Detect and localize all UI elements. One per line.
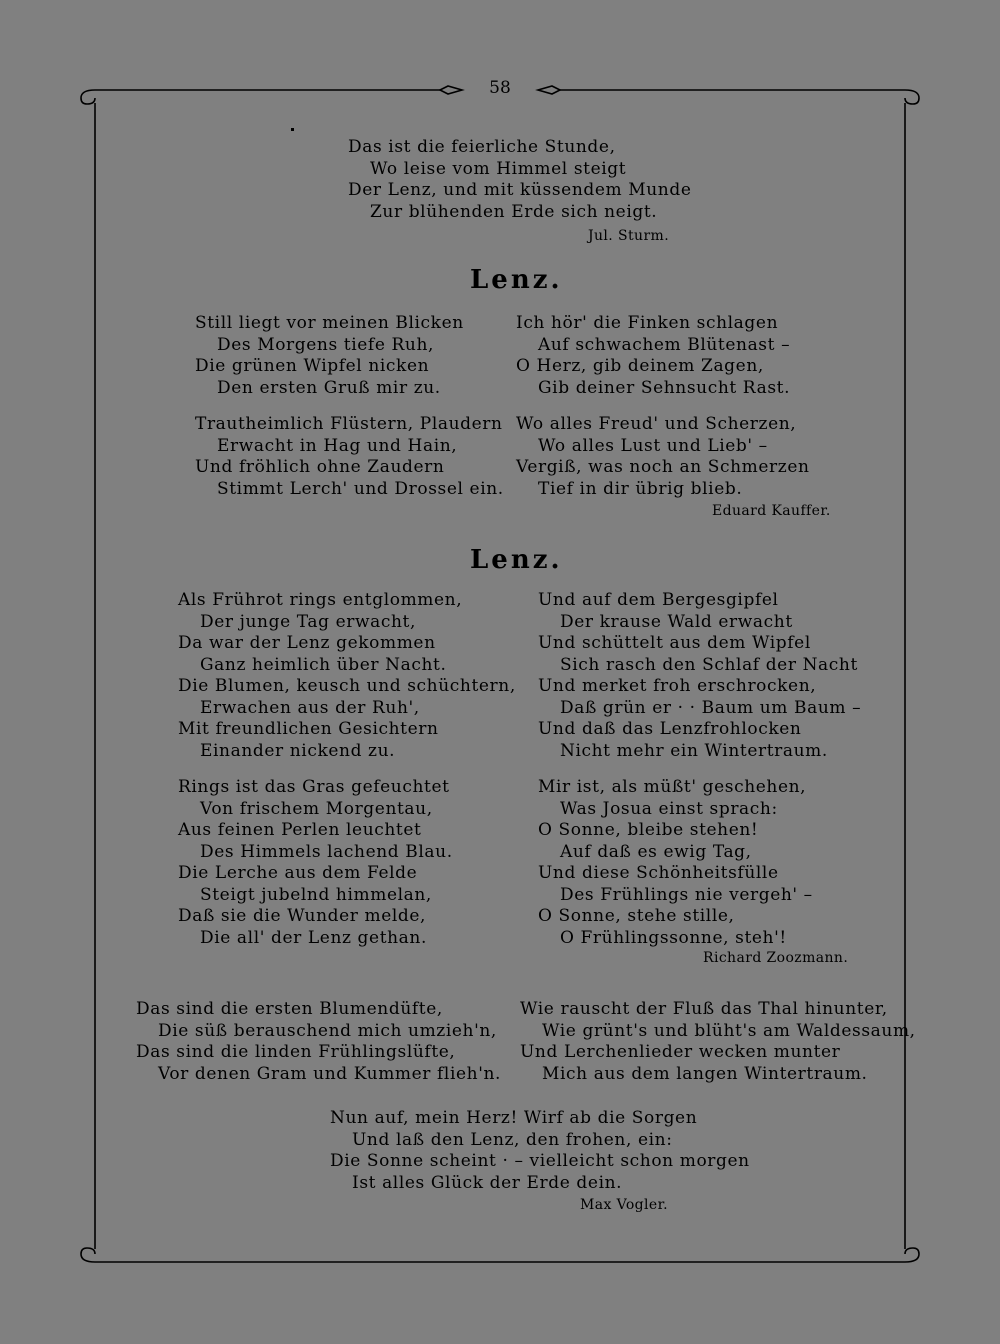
- poem-line: Die grünen Wipfel nicken: [195, 356, 430, 376]
- poem-line: Des Morgens tiefe Ruh,: [217, 334, 434, 355]
- poem-line: Und diese Schönheitsfülle: [538, 863, 779, 883]
- stanza: [195, 313, 464, 399]
- poem-line: Steigt jubelnd himmelan,: [200, 884, 432, 905]
- poem-line: Und fröhlich ohne Zaudern: [195, 457, 445, 477]
- stanza: [330, 1108, 750, 1194]
- poem-line: Als Frührot rings entglommen,: [178, 590, 463, 610]
- poem-line: Ich hör' die Finken schlagen: [516, 313, 779, 333]
- poem-line: Wie rauscht der Fluß das Thal hinunter,: [520, 999, 888, 1019]
- author-signature: Max Vogler.: [580, 1197, 669, 1213]
- poem-line: Des Himmels lachend Blau.: [200, 841, 453, 862]
- ink-dot: [291, 128, 294, 131]
- poem-line: Das sind die linden Frühlingslüfte,: [136, 1042, 456, 1062]
- poem-line: Rings ist das Gras gefeuchtet: [178, 777, 450, 797]
- poem-line: Vor denen Gram und Kummer flieh'n.: [158, 1063, 502, 1084]
- poem-line: Mir ist, als müßt' geschehen,: [538, 777, 807, 797]
- intro-stanza: [348, 137, 691, 223]
- poem-line: Und merket froh erschrocken,: [538, 676, 817, 696]
- poem-line: Und laß den Lenz, den frohen, ein:: [352, 1129, 673, 1150]
- poem-line: O Sonne, stehe stille,: [538, 906, 735, 926]
- poem-line: Die Lerche aus dem Felde: [178, 863, 418, 883]
- poem-line: Daß sie die Wunder melde,: [178, 906, 427, 926]
- poem-line: Der Lenz, und mit küssendem Munde: [348, 180, 692, 200]
- poem-line: O Herz, gib deinem Zagen,: [516, 356, 764, 376]
- author-signature: Eduard Kauffer.: [712, 503, 831, 519]
- poem-line: Und schüttelt aus dem Wipfel: [538, 633, 811, 653]
- poem-line: Von frischem Morgentau,: [200, 798, 433, 819]
- poem-title: Lenz.: [470, 545, 563, 575]
- poem-line: Da war der Lenz gekommen: [178, 633, 436, 653]
- poem-line: Die süß berauschend mich umzieh'n,: [158, 1020, 497, 1041]
- stanza: [538, 777, 813, 949]
- poem-line: Die all' der Lenz gethan.: [200, 927, 427, 948]
- poem-line: Erwachen aus der Ruh',: [200, 697, 420, 718]
- poem-line: Nun auf, mein Herz! Wirf ab die Sorgen: [330, 1108, 698, 1128]
- stanza: [136, 999, 501, 1085]
- poem-line: Aus feinen Perlen leuchtet: [178, 820, 422, 840]
- poem-line: Wie grünt's und blüht's am Waldessaum,: [542, 1020, 916, 1041]
- author-signature: Jul. Sturm.: [588, 228, 670, 244]
- poem-line: Der krause Wald erwacht: [560, 611, 793, 632]
- poem-line: Still liegt vor meinen Blicken: [195, 313, 464, 333]
- stanza: [516, 313, 790, 399]
- poem-line: Mit freundlichen Gesichtern: [178, 719, 439, 739]
- poem-line: Des Frühlings nie vergeh' –: [560, 884, 813, 905]
- poem-line: Die Blumen, keusch und schüchtern,: [178, 676, 516, 696]
- poem-line: Das ist die feierliche Stunde,: [348, 137, 616, 157]
- stanza: [195, 414, 504, 500]
- poem-line: Das sind die ersten Blumendüfte,: [136, 999, 443, 1019]
- poem-line: Erwacht in Hag und Hain,: [217, 435, 458, 456]
- poem-line: Den ersten Gruß mir zu.: [217, 377, 441, 398]
- poem-line: O Frühlingssonne, steh'!: [560, 927, 787, 948]
- poem-line: Wo alles Lust und Lieb' –: [538, 435, 768, 456]
- author-signature: Richard Zoozmann.: [703, 950, 849, 966]
- poem-line: Auf schwachem Blütenast –: [538, 334, 791, 355]
- stanza: [178, 590, 516, 762]
- poem-line: Und daß das Lenzfrohlocken: [538, 719, 802, 739]
- poem-line: Einander nickend zu.: [200, 740, 396, 761]
- poem-line: O Sonne, bleibe stehen!: [538, 820, 759, 840]
- poem-line: Sich rasch den Schlaf der Nacht: [560, 654, 858, 675]
- poem-line: Zur blühenden Erde sich neigt.: [370, 201, 658, 222]
- poem-line: Wo leise vom Himmel steigt: [370, 158, 627, 179]
- poem-line: Vergiß, was noch an Schmerzen: [516, 457, 810, 477]
- poem-line: Tief in dir übrig blieb.: [538, 478, 743, 499]
- poem-line: Und Lerchenlieder wecken munter: [520, 1042, 841, 1062]
- poem-line: Stimmt Lerch' und Drossel ein.: [217, 478, 504, 499]
- poem-line: Wo alles Freud' und Scherzen,: [516, 414, 797, 434]
- stanza: [538, 590, 861, 762]
- page-number: 58: [470, 78, 530, 98]
- poem-line: Was Josua einst sprach:: [560, 798, 778, 819]
- poem-line: Trautheimlich Flüstern, Plaudern: [195, 414, 503, 434]
- poem-line: Nicht mehr ein Wintertraum.: [560, 740, 828, 761]
- stanza: [520, 999, 916, 1085]
- poem-title: Lenz.: [470, 265, 563, 295]
- stanza: [516, 414, 810, 500]
- stanza: [178, 777, 453, 949]
- poem-line: Und auf dem Bergesgipfel: [538, 590, 779, 610]
- poem-line: Auf daß es ewig Tag,: [560, 841, 752, 862]
- poem-line: Mich aus dem langen Wintertraum.: [542, 1063, 868, 1084]
- poem-line: Ganz heimlich über Nacht.: [200, 654, 447, 675]
- poem-line: Ist alles Glück der Erde dein.: [352, 1172, 623, 1193]
- poem-line: Daß grün er · · Baum um Baum –: [560, 697, 862, 718]
- poem-line: Gib deiner Sehnsucht Rast.: [538, 377, 791, 398]
- poem-line: Der junge Tag erwacht,: [200, 611, 416, 632]
- poem-line: Die Sonne scheint · – vielleicht schon morgen: [330, 1151, 750, 1171]
